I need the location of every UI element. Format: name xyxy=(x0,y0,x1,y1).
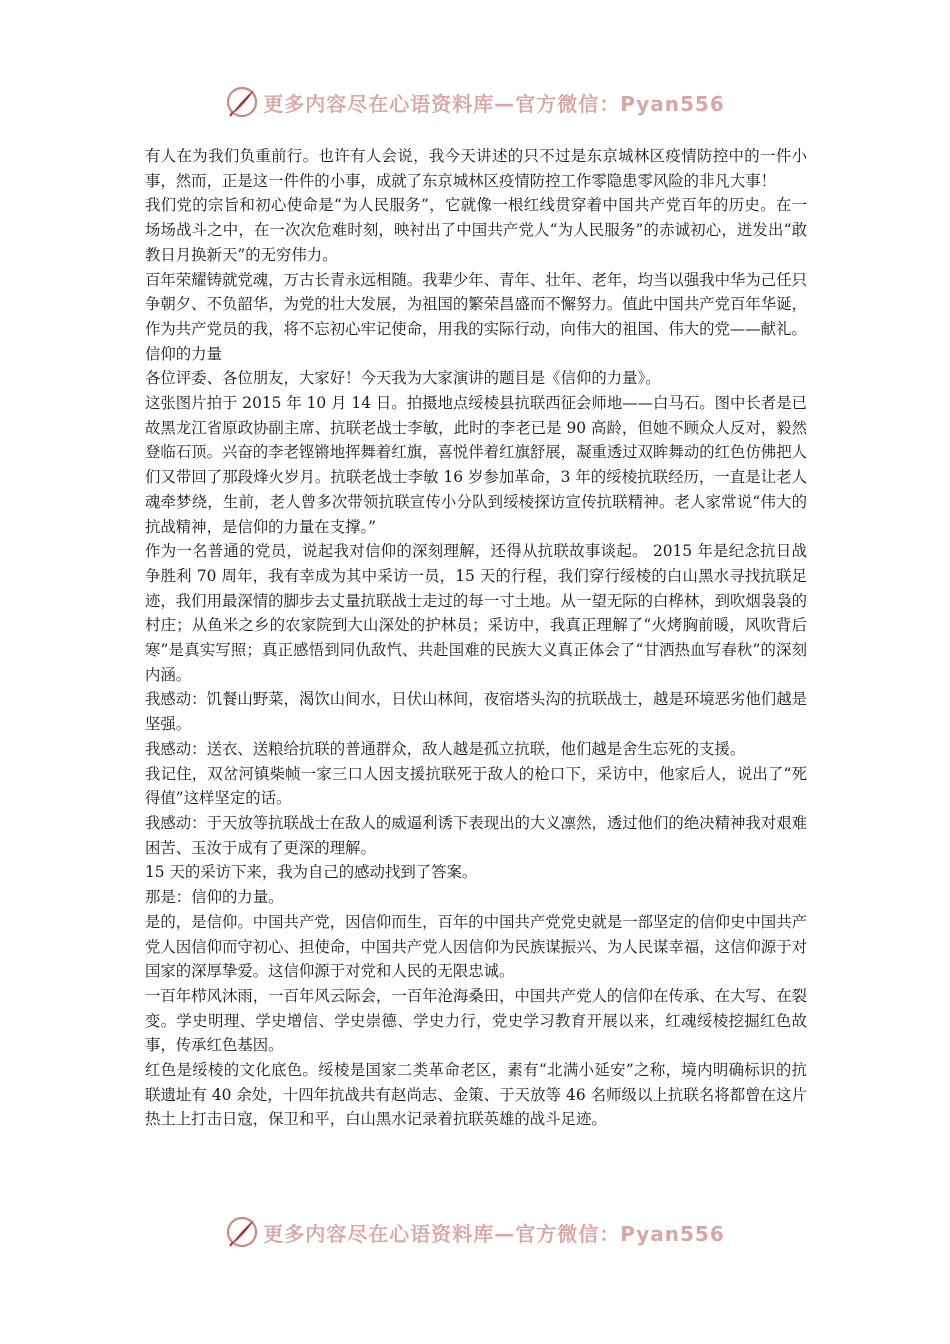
quill-pen-logo-icon xyxy=(225,1215,259,1249)
paragraph: 红色是绥棱的文化底色。绥棱是国家二类革命老区，素有“北满小延安”之称，境内明确标识的抗联遗址有 40 余处，十四年抗战共有赵尚志、金策、于天放等 46 名师级以上抗联名将都曾在这片热土上打击日寇，保卫和平，白山黑水记录着抗联英雄的战斗足迹。 xyxy=(145,1061,807,1129)
footer-watermark-banner xyxy=(0,1212,950,1252)
paragraph: 我们党的宗旨和初心使命是“为人民服务”，它就像一根红线贯穿着中国共产党百年的历史。在一场场战斗之中，在一次次危难时刻，映衬出了中国共产党人“为人民服务”的赤诚初心，迸发出“敢教日月换新天”的无穷伟力。 xyxy=(145,196,807,264)
paragraph: 我记住，双岔河镇柴帧一家三口人因支援抗联死于敌人的枪口下，采访中，他家后人，说出了“死得值”这样坚定的话。 xyxy=(145,764,807,808)
document-body xyxy=(145,144,807,1132)
paragraph: 这张图片拍于 2015 年 10 月 14 日。拍摄地点绥棱县抗联西征会师地——白马石。图中长者是已故黑龙江省原政协副主席、抗联老战士李敏，此时的李老已是 90 高龄，但她不顾众人反对，毅然登临石顶。兴奋的李老铿锵地挥舞着红旗，喜悦伴着红旗舒展，凝重透过双眸舞动的红色仿佛把人们又带回了那段烽火岁月。抗联老战士李敏 16 岁参加革命，3 年的绥棱抗联经历，一直是让老人魂牵梦绕，生前，老人曾多次带领抗联宣传小分队到绥棱探访宣传抗联精神。老人家常说“伟大的抗战精神，是信仰的力量在支撑。” xyxy=(145,394,807,536)
paragraph: 有人在为我们负重前行。也许有人会说，我今天讲述的只不过是东京城林区疫情防控中的一件小事，然而，正是这一件件的小事，成就了东京城林区疫情防控工作零隐患零风险的非凡大事！ xyxy=(145,147,807,190)
paragraph: 我感动：于天放等抗联战士在敌人的威逼利诱下表现出的大义凛然，透过他们的绝决精神我对艰难困苦、玉汝于成有了更深的理解。 xyxy=(145,813,807,857)
paragraph: 是的，是信仰。中国共产党，因信仰而生，百年的中国共产党党史就是一部坚定的信仰史中国共产党人因信仰而守初心、担使命，中国共产党人因信仰为民族谋振兴、为人民谋幸福，这信仰源于对国家的深厚挚爱。这信仰源于对党和人民的无限忠诚。 xyxy=(145,912,807,981)
section-title: 信仰的力量 xyxy=(145,344,222,363)
paragraph: 我感动：送衣、送粮给抗联的普通群众，敌人越是孤立抗联，他们越是舍生忘死的支援。 xyxy=(145,739,746,758)
quill-pen-logo-icon xyxy=(225,85,259,119)
paragraph: 一百年栉风沐雨，一百年风云际会，一百年沧海桑田，中国共产党人的信仰在传承、在大写、在裂变。学史明理、学史增信、学史崇德、学史力行，党史学习教育开展以来，红魂绥棱挖掘红色故事，传承红色基因。 xyxy=(145,986,807,1055)
paragraph: 各位评委、各位朋友，大家好！今天我为大家演讲的题目是《信仰的力量》。 xyxy=(145,369,661,388)
header-watermark-text: 更多内容尽在心语资料库—官方微信：Pyan556 xyxy=(263,91,725,116)
footer-watermark-text: 更多内容尽在心语资料库—官方微信：Pyan556 xyxy=(263,1221,725,1246)
paragraph: 那是：信仰的力量。 xyxy=(145,888,284,907)
header-watermark-banner xyxy=(0,82,950,122)
paragraph: 百年荣耀铸就党魂，万古长青永远相随。我辈少年、青年、壮年、老年，均当以强我中华为己任只争朝夕、不负韶华，为党的壮大发展，为祖国的繁荣昌盛而不懈努力。值此中国共产党百年华诞，作为共产党员的我，将不忘初心牢记使命，用我的实际行动，向伟大的祖国、伟大的党——献礼。 xyxy=(145,270,807,338)
paragraph: 我感动：饥餐山野菜，渴饮山间水，日伏山林间，夜宿塔头沟的抗联战士，越是环境恶劣他们越是坚强。 xyxy=(145,690,807,734)
paragraph: 15 天的采访下来，我为自己的感动找到了答案。 xyxy=(145,863,478,882)
paragraph: 作为一名普通的党员，说起我对信仰的深刻理解，还得从抗联故事谈起。 2015 年是纪念抗日战争胜利 70 周年，我有幸成为其中采访一员，15 天的行程，我们穿行绥棱的白山黑水寻找抗联足迹，我们用最深情的脚步去丈量抗联战士走过的每一寸土地。从一望无际的白桦林，到吹烟袅袅的村庄；从鱼米之乡的农家院到大山深处的护林员；采访中，我真正理解了“火烤胸前暖，风吹背后寒”是真实写照；真正感悟到同仇敌忾、共赴国难的民族大义真正体会了“甘洒热血写春秋”的深刻内涵。 xyxy=(145,542,807,684)
